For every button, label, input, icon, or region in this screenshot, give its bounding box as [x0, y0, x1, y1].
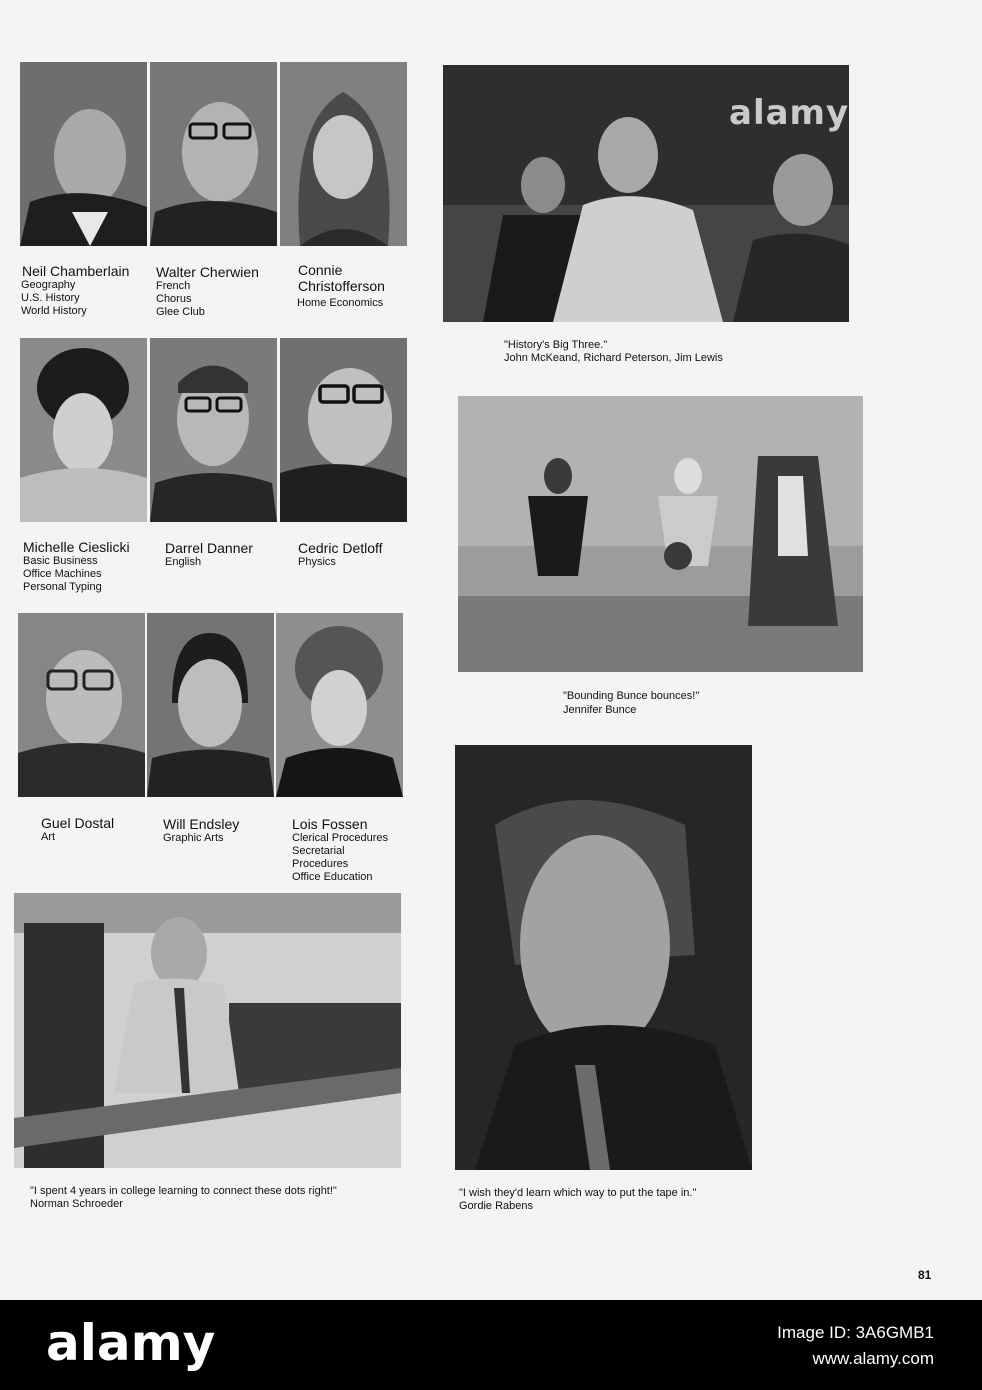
portrait-cieslicki	[20, 338, 147, 522]
page-number: 81	[918, 1268, 932, 1282]
portrait-detloff	[280, 338, 407, 522]
caption-dots-name: Norman Schroeder	[30, 1198, 123, 1210]
caption-bunce-name: Jennifer Bunce	[563, 704, 637, 716]
staff-name: Neil Chamberlain	[22, 263, 130, 279]
staff-subjects: Physics	[298, 556, 336, 568]
staff-name: Lois Fossen	[292, 816, 368, 832]
caption-tape-name: Gordie Rabens	[459, 1200, 533, 1212]
staff-name: Michelle Cieslicki	[23, 539, 130, 555]
caption-history-quote: "History's Big Three."	[504, 339, 608, 351]
portrait-christofferson	[280, 62, 407, 246]
staff-name: Connie Christofferson	[298, 262, 385, 294]
staff-subjects: Geography U.S. History World History	[21, 279, 87, 317]
caption-history-names: John McKeand, Richard Peterson, Jim Lewis	[504, 352, 723, 364]
footer-site: www.alamy.com	[812, 1349, 934, 1368]
photo-history-classroom	[443, 65, 849, 322]
portrait-fossen	[276, 613, 403, 797]
watermark: alamy	[729, 93, 849, 133]
staff-subjects: Art	[41, 831, 56, 843]
caption-dots-quote: "I spent 4 years in college learning to connect these dots right!"	[30, 1185, 337, 1197]
portrait-dostal	[18, 613, 145, 797]
staff-name: Walter Cherwien	[156, 264, 259, 280]
footer-logo: alamy	[46, 1314, 216, 1372]
portrait-chamberlain	[20, 62, 147, 246]
staff-name: Will Endsley	[163, 816, 240, 832]
staff-subjects: Basic Business Office Machines Personal Typing	[23, 555, 102, 593]
staff-subjects: English	[165, 556, 202, 568]
caption-bunce-quote: "Bounding Bunce bounces!"	[563, 690, 700, 702]
photo-schroeder	[14, 893, 401, 1168]
footer-image-id: Image ID: 3A6GMB1	[777, 1323, 934, 1342]
staff-name: Guel Dostal	[41, 815, 115, 831]
footer-banner	[0, 1300, 982, 1390]
staff-subjects: Clerical Procedures Secretarial Procedures Office Education	[292, 832, 388, 883]
footer-info	[777, 1320, 934, 1372]
photo-basketball	[458, 396, 863, 672]
staff-name: Cedric Detloff	[298, 540, 383, 556]
portrait-danner	[150, 338, 277, 522]
staff-name: Darrel Danner	[165, 540, 253, 556]
portrait-cherwien	[150, 62, 277, 246]
staff-subjects: Home Economics	[297, 297, 384, 309]
staff-subjects: French Chorus Glee Club	[156, 280, 205, 318]
caption-tape-quote: "I wish they'd learn which way to put the tape in."	[459, 1187, 697, 1199]
staff-subjects: Graphic Arts	[163, 832, 224, 844]
photo-rabens	[455, 745, 752, 1170]
portrait-endsley	[147, 613, 274, 797]
